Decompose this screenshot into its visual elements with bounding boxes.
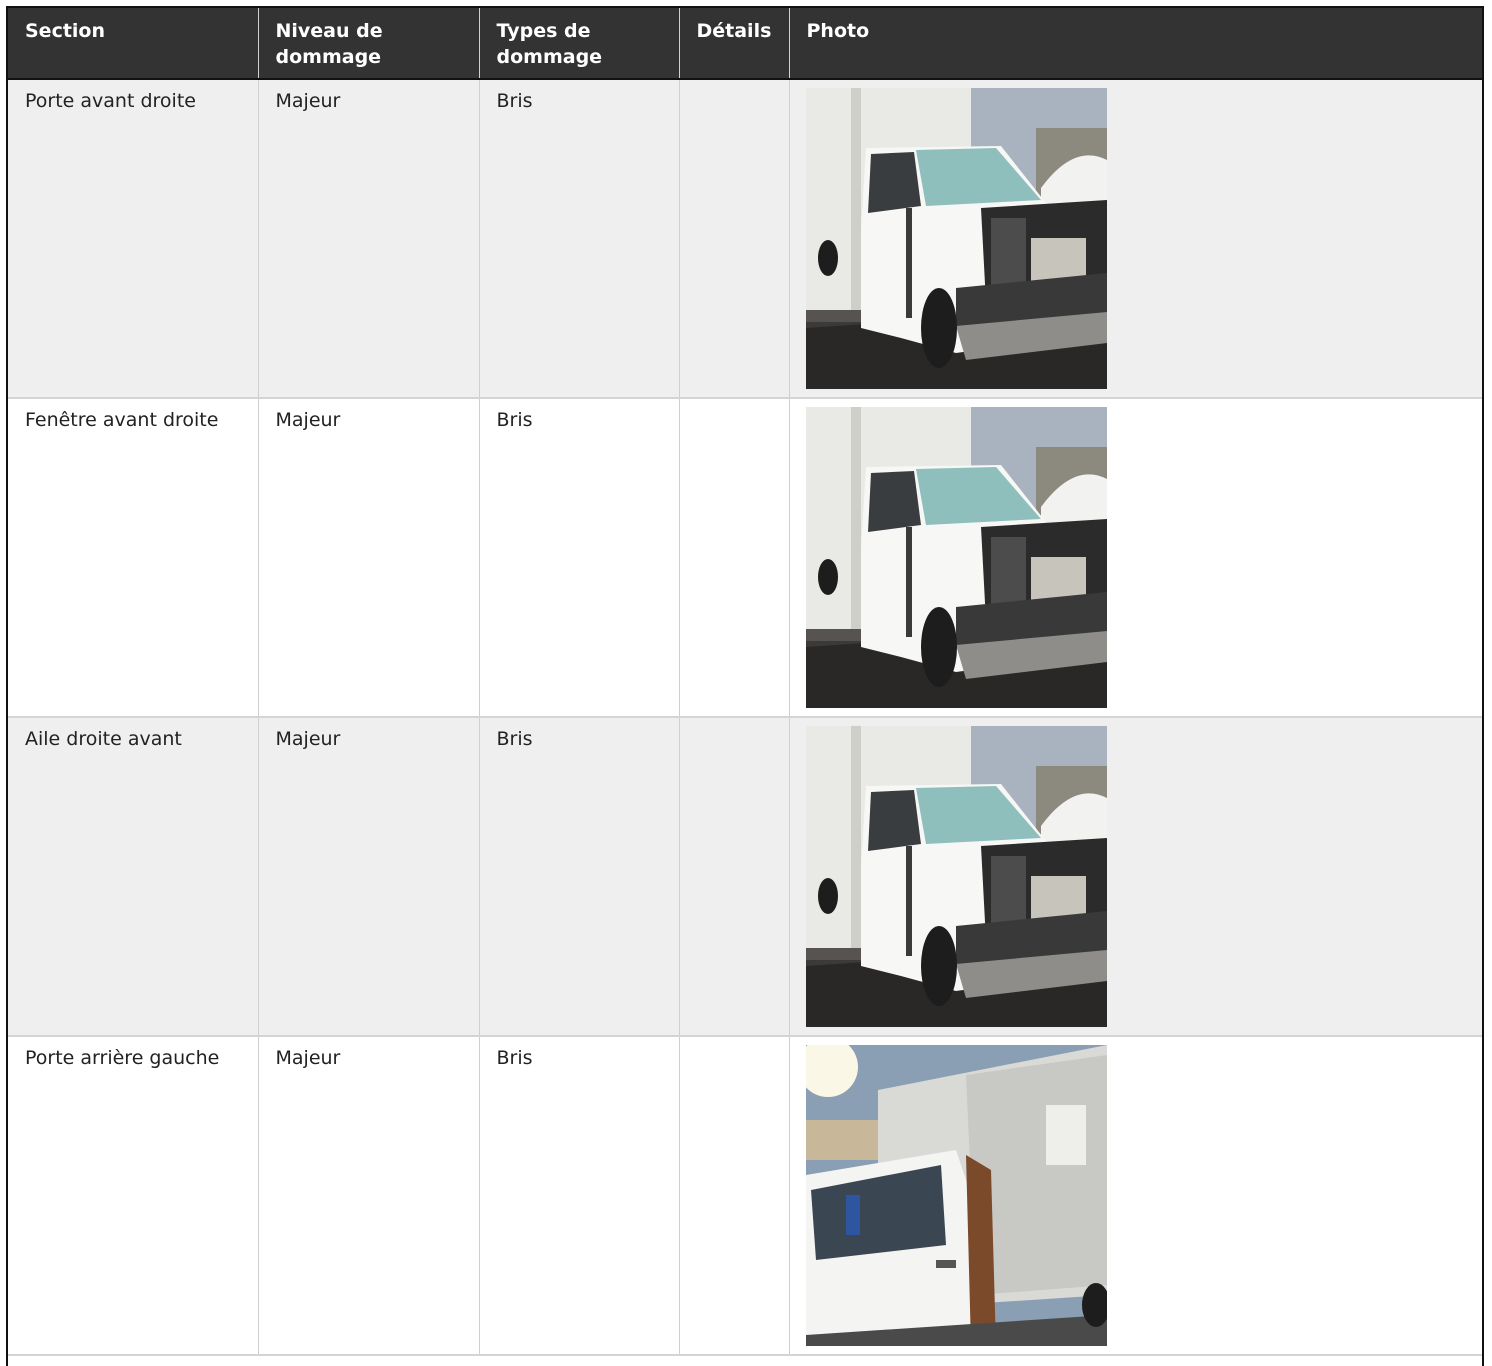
header-details[interactable]: Détails xyxy=(679,8,789,79)
cell-photo xyxy=(789,79,1482,398)
cell-details xyxy=(679,1036,789,1355)
cell-section: Porte arrière gauche xyxy=(8,1036,258,1355)
cell-details xyxy=(679,717,789,1036)
table-row xyxy=(8,1036,1482,1355)
damaged-truck-front-photo[interactable] xyxy=(806,88,1467,389)
damage-report-frame xyxy=(6,6,1484,1366)
cell-types: Bris xyxy=(479,79,679,398)
header-section[interactable]: Section xyxy=(8,8,258,79)
cell-photo xyxy=(789,717,1482,1036)
damaged-truck-rear-photo[interactable] xyxy=(806,1045,1467,1346)
table-row xyxy=(8,79,1482,398)
table-header-row xyxy=(8,8,1482,79)
header-photo[interactable]: Photo xyxy=(789,8,1482,79)
cell-details xyxy=(679,79,789,398)
cell-types: Bris xyxy=(479,717,679,1036)
cell-section: Fenêtre avant droite xyxy=(8,398,258,717)
cell-section: Aile droite avant xyxy=(8,717,258,1036)
table-row xyxy=(8,398,1482,717)
cell-details xyxy=(679,398,789,717)
header-types[interactable]: Types de dommage xyxy=(479,8,679,79)
cell-types: Bris xyxy=(479,398,679,717)
cell-level: Majeur xyxy=(258,1036,479,1355)
cell-types: Bris xyxy=(479,1036,679,1355)
cell-section: Porte avant droite xyxy=(8,79,258,398)
cell-level: Majeur xyxy=(258,79,479,398)
cell-level: Majeur xyxy=(258,717,479,1036)
cell-level: Majeur xyxy=(258,398,479,717)
damage-table xyxy=(8,8,1482,1356)
damaged-truck-front-photo[interactable] xyxy=(806,726,1467,1027)
table-row xyxy=(8,717,1482,1036)
cell-photo xyxy=(789,398,1482,717)
cell-photo xyxy=(789,1036,1482,1355)
header-level[interactable]: Niveau de dommage xyxy=(258,8,479,79)
damaged-truck-front-photo[interactable] xyxy=(806,407,1467,708)
